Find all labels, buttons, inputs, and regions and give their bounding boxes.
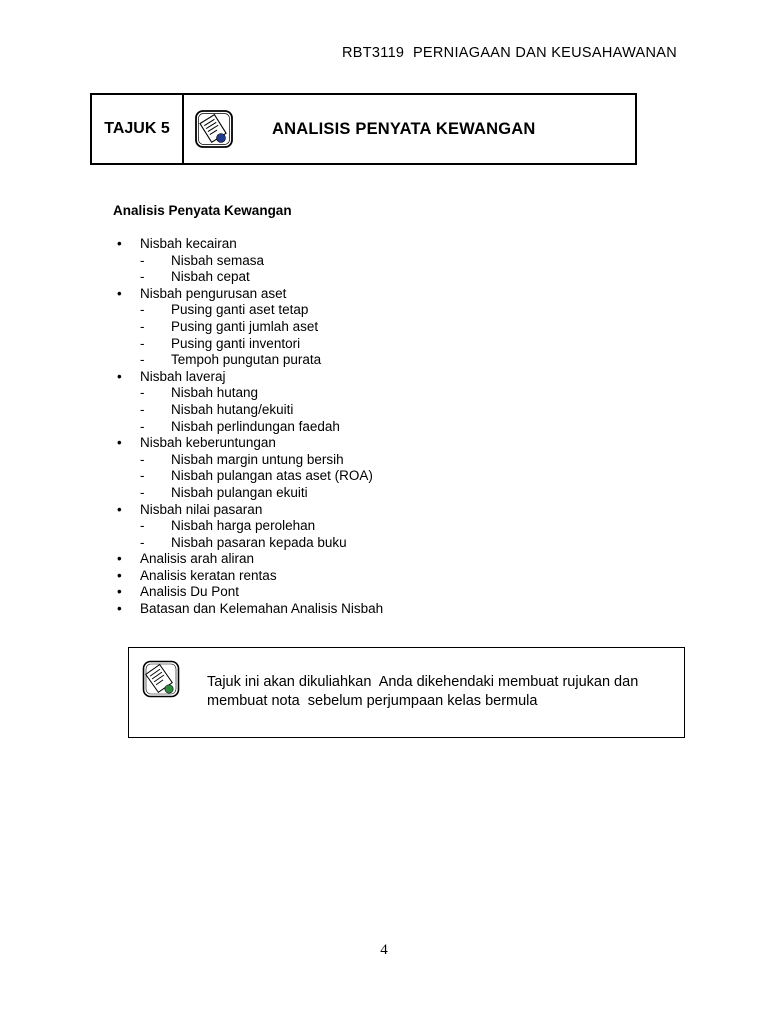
section-heading: Analisis Penyata Kewangan bbox=[113, 203, 292, 218]
sub-item: - Nisbah pulangan atas aset (ROA) bbox=[140, 468, 383, 485]
sub-item: - Nisbah semasa bbox=[140, 253, 383, 270]
sub-item: - Nisbah perlindungan faedah bbox=[140, 419, 383, 436]
outline-item-label: Nisbah pengurusan aset bbox=[140, 285, 287, 301]
sub-item: - Pusing ganti aset tetap bbox=[140, 302, 383, 319]
outline-item bbox=[113, 502, 383, 552]
outline-item bbox=[113, 568, 383, 585]
sub-item: - Nisbah harga perolehan bbox=[140, 518, 383, 535]
sub-item: - Nisbah hutang bbox=[140, 385, 383, 402]
outline-item bbox=[113, 584, 383, 601]
outline-item-label: Nisbah nilai pasaran bbox=[140, 501, 263, 517]
sub-item: - Nisbah hutang/ekuiti bbox=[140, 402, 383, 419]
outline-item bbox=[113, 601, 383, 618]
outline-item-label: Analisis Du Pont bbox=[140, 584, 240, 600]
document-checklist-icon bbox=[194, 109, 234, 149]
topic-outline bbox=[113, 236, 383, 618]
outline-item-label: Nisbah laveraj bbox=[140, 368, 226, 384]
outline-item bbox=[113, 286, 383, 369]
sub-item: - Nisbah cepat bbox=[140, 269, 383, 286]
sub-item: - Nisbah pulangan ekuiti bbox=[140, 485, 383, 502]
outline-item-label: Analisis arah aliran bbox=[140, 551, 255, 567]
outline-item bbox=[113, 435, 383, 501]
outline-item bbox=[113, 369, 383, 435]
topic-title-box bbox=[90, 93, 637, 165]
sub-item: - Nisbah margin untung bersih bbox=[140, 452, 383, 469]
outline-item-label: Analisis keratan rentas bbox=[140, 567, 277, 583]
outline-item-label: Batasan dan Kelemahan Analisis Nisbah bbox=[140, 601, 384, 617]
lecture-note-box bbox=[128, 647, 685, 738]
topic-title: ANALISIS PENYATA KEWANGAN bbox=[272, 119, 536, 138]
page-number: 4 bbox=[380, 942, 388, 958]
sub-item: - Pusing ganti jumlah aset bbox=[140, 319, 383, 336]
outline-item bbox=[113, 551, 383, 568]
sub-item: - Tempoh pungutan purata bbox=[140, 352, 383, 369]
outline-item-label: Nisbah keberuntungan bbox=[140, 435, 276, 451]
sub-item: - Pusing ganti inventori bbox=[140, 336, 383, 353]
note-text: Tajuk ini akan dikuliahkan Anda dikehendaki membuat rujukan dan membuat nota sebelum perjumpaan kelas bermula bbox=[207, 674, 639, 709]
sub-item: - Nisbah pasaran kepada buku bbox=[140, 535, 383, 552]
outline-item-label: Nisbah kecairan bbox=[140, 236, 237, 251]
note-checklist-icon bbox=[142, 660, 180, 698]
running-header: RBT3119 PERNIAGAAN DAN KEUSAHAWANAN bbox=[342, 45, 677, 61]
outline-item bbox=[113, 236, 383, 286]
topic-number: TAJUK 5 bbox=[92, 95, 184, 163]
